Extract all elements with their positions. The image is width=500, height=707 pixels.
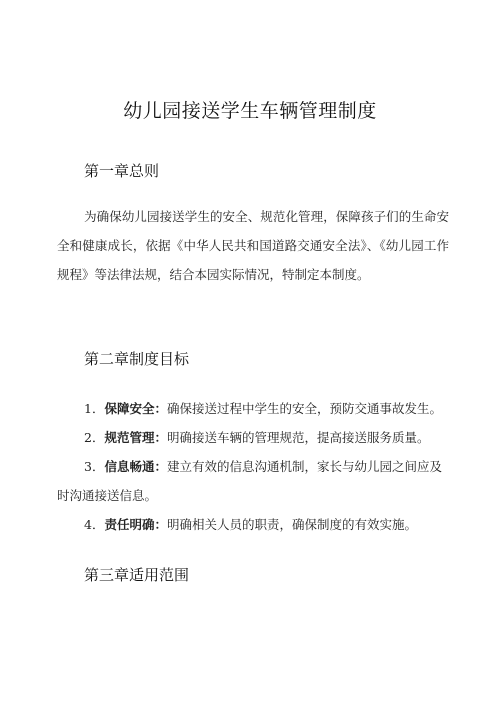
list-item-number: 2．: [84, 430, 105, 445]
document-title: 幼儿园接送学生车辆管理制度: [123, 100, 377, 122]
chapter-3-heading: 第三章适用范围: [84, 566, 190, 584]
list-item-term: 责任明确: [104, 517, 155, 532]
list-item-number: 3．: [84, 459, 105, 474]
list-item-number: 1．: [84, 401, 105, 416]
list-item-text: 明确接送车辆的管理规范，提高接送服务质量。: [166, 430, 430, 445]
list-item-separator: ：: [154, 401, 167, 416]
list-item-text: 建立有效的信息沟通机制，家长与幼儿园之间应及时沟通接送信息。: [57, 459, 442, 503]
list-item: [57, 423, 451, 452]
list-item: [57, 394, 451, 423]
list-item-number: 4．: [84, 517, 105, 532]
list-item-separator: ：: [154, 430, 167, 445]
list-item-separator: ：: [154, 517, 167, 532]
chapter-1-paragraph: [57, 202, 449, 289]
list-item-separator: ：: [154, 459, 167, 474]
chapter-2-heading: 第二章制度目标: [84, 350, 190, 368]
list-item-text: 明确相关人员的职责，确保制度的有效实施。: [166, 517, 417, 532]
chapter-1-paragraph-text: 为确保幼儿园接送学生的安全、规范化管理，保障孩子们的生命安全和健康成长，依据《中华人民共和国道路交通安全法》、《幼儿园工作规程》等法律法规，结合本园实际情况，特制定本制度。: [57, 209, 449, 282]
list-item: [57, 452, 451, 510]
list-item-term: 规范管理: [104, 430, 155, 445]
chapter-1-heading: 第一章总则: [84, 162, 160, 180]
list-item-term: 保障安全: [104, 401, 155, 416]
list-item: [57, 510, 451, 539]
list-item-term: 信息畅通: [104, 459, 155, 474]
list-item-text: 确保接送过程中学生的安全，预防交通事故发生。: [166, 401, 442, 416]
